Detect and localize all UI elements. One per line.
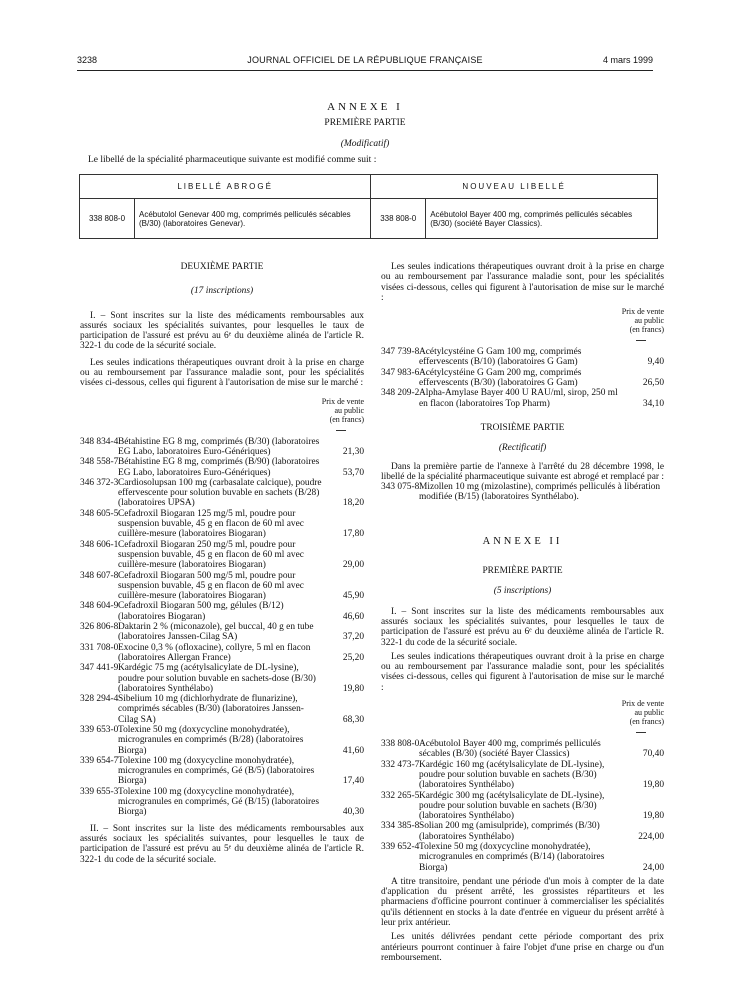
part-2-paragraph-2: Les seules indications thérapeutiques ouvrant droit à la prise en charge ou au remboursement par l'assurance maladie sont, pour les spécialités visées ci-dessous, celles qui figurent à l'autorisation de mise sur le marché : bbox=[80, 357, 364, 389]
journal-title: JOURNAL OFFICIEL DE LA RÉPUBLIQUE FRANÇAISE bbox=[247, 55, 483, 65]
price-header-line: au public bbox=[334, 405, 364, 415]
table-cell-right-text: Acébutolol Bayer 400 mg, comprimés pelliculés sécables (B/30) (société Bayer Classics). bbox=[426, 199, 658, 239]
list-item bbox=[80, 457, 364, 478]
list-item bbox=[80, 643, 364, 664]
annexe-2-part-title: PREMIÈRE PARTIE bbox=[482, 566, 563, 577]
annexe-1-note: (Modificatif) bbox=[340, 139, 390, 149]
table-cell-left-text: Acébutolol Genevar 400 mg, comprimés pelliculés sécables (B/30) (laboratoires Genevar). bbox=[135, 199, 371, 239]
entry-code: 328 294-4 bbox=[80, 694, 119, 705]
entry-code: 346 372-3 bbox=[80, 477, 119, 488]
table-cell-left-code: 338 808-0 bbox=[80, 199, 135, 239]
part-2-title: DEUXIÈME PARTIE bbox=[180, 262, 264, 272]
right-column bbox=[381, 262, 664, 963]
entries-list bbox=[80, 437, 364, 818]
list-item bbox=[381, 482, 664, 503]
list-item bbox=[381, 739, 664, 760]
entry-price: 224,00 bbox=[638, 831, 664, 842]
entry-code: 348 209-2 bbox=[381, 388, 420, 399]
table-cell-right-code: 338 808-0 bbox=[371, 199, 426, 239]
entry-price: 41,60 bbox=[342, 745, 364, 756]
entry-description: Sibelium 10 mg (dichlorhydrate de flunarizine), comprimés sécables (B/30) (laboratoires Janssen-Cilag SA) bbox=[118, 694, 304, 725]
entry-price: 26,50 bbox=[642, 378, 664, 389]
part-3-title: TROISIÈME PARTIE bbox=[480, 422, 565, 433]
entry-price: 34,10 bbox=[642, 398, 664, 409]
list-item bbox=[381, 368, 664, 389]
price-header-line: Prix de vente bbox=[621, 307, 664, 317]
annexe-2-title: ANNEXE II bbox=[482, 536, 563, 548]
price-header bbox=[381, 307, 664, 343]
page-header bbox=[77, 55, 653, 69]
part-2-paragraph-1: I. – Sont inscrites sur la liste des médicaments remboursables aux assurés sociaux les spécialités suivantes, pour lesquelles le taux de participation de l'assuré est prévu au 6ᵉ du deuxième alinéa de l'article R. 322-1 du code de la sécurité sociale. bbox=[80, 310, 364, 352]
entry-description: Cefadroxil Biogaran 500 mg/5 ml, poudre pour suspension buvable, 45 g en flacon de 60 ml avec cuillère-mesure (laboratoires Biogaran) bbox=[118, 570, 304, 602]
part-2-subtitle: (17 inscriptions) bbox=[190, 286, 254, 297]
entry-price: 70,40 bbox=[642, 749, 664, 760]
entry-price: 68,30 bbox=[342, 714, 364, 725]
entry-description: Cefadroxil Biogaran 125 mg/5 ml, poudre pour suspension buvable, 45 g en flacon de 60 ml avec cuillère-mesure (laboratoires Biogaran) bbox=[118, 508, 304, 540]
entry-description: Acétylcystéine G Gam 200 mg, comprimés effervescents (B/30) (laboratoires G Gam) bbox=[419, 367, 582, 389]
entry-price: 19,80 bbox=[342, 683, 364, 694]
entry-code: 348 604-9 bbox=[80, 601, 119, 612]
annexe-2-subtitle: (5 inscriptions) bbox=[493, 586, 552, 597]
entry-description: Cefadroxil Biogaran 250 mg/5 ml, poudre pour suspension buvable, 45 g en flacon de 60 ml avec cuillère-mesure (laboratoires Biogaran) bbox=[118, 539, 304, 571]
entry-code: 339 655-3 bbox=[80, 786, 119, 797]
annexe-1-part-title: PREMIÈRE PARTIE bbox=[324, 118, 406, 128]
header-rule bbox=[77, 70, 653, 71]
part-3-paragraph: Dans la première partie de l'annexe à l'arrêté du 28 décembre 1998, le libellé de la spécialité pharmaceutique suivante est abrogé et remplacé par : bbox=[381, 461, 664, 482]
price-header-line: Prix de vente bbox=[321, 396, 364, 406]
price-header-line: au public bbox=[634, 708, 664, 718]
entry-description: Bétahistine EG 8 mg, comprimés (B/90) (laboratoires EG Labo, laboratoires Euro-Génériques) bbox=[118, 457, 320, 478]
entry-price: 9,40 bbox=[647, 357, 664, 368]
entries-list bbox=[381, 347, 664, 409]
entry-price: 19,80 bbox=[642, 780, 664, 791]
annexe-1-intro: Le libellé de la spécialité pharmaceutique suivante est modifié comme suit : bbox=[88, 155, 377, 165]
price-header-line: (en francs) bbox=[629, 325, 664, 335]
entry-code: 338 808-0 bbox=[381, 739, 420, 750]
entry-code: 331 708-0 bbox=[80, 642, 119, 653]
entry-description: Tolexine 100 mg (doxycycline monohydratée), microgranules en comprimés, Gé (B/5) (laboratoires Biorga) bbox=[118, 755, 315, 787]
entry-code: 339 653-0 bbox=[80, 724, 119, 735]
entry-price: 29,00 bbox=[342, 560, 364, 571]
entry-code: 334 385-8 bbox=[381, 821, 420, 832]
price-header bbox=[80, 397, 364, 433]
entry-code: 339 654-7 bbox=[80, 755, 119, 766]
entry-code: 347 983-6 bbox=[381, 367, 420, 378]
list-item bbox=[80, 787, 364, 818]
entry-price: 17,80 bbox=[342, 529, 364, 540]
entry-description: Solian 200 mg (amisulpride), comprimés (B/30) (laboratoires Synthélabo) bbox=[419, 821, 600, 842]
issue-date: 4 mars 1999 bbox=[602, 55, 653, 65]
entry-code: 348 558-7 bbox=[80, 457, 119, 468]
list-item bbox=[381, 821, 664, 842]
list-item bbox=[80, 571, 364, 602]
entry-code: 347 441-9 bbox=[80, 663, 119, 674]
entry-price: 17,40 bbox=[342, 776, 364, 787]
entry-price: 53,70 bbox=[342, 467, 364, 478]
entry-code: 348 607-8 bbox=[80, 570, 119, 581]
list-item bbox=[80, 540, 364, 571]
entry-description: Acébutolol Bayer 400 mg, comprimés pelliculés sécables (B/30) (société Bayer Classics) bbox=[419, 739, 601, 760]
entry-description: Kardégic 75 mg (acétylsalicylate de DL-lysine), poudre pour solution buvable en sachets-dose (B/30) (laboratoires Synthélabo) bbox=[118, 663, 316, 694]
entry-price: 18,20 bbox=[342, 498, 364, 509]
entry-description: Alpha-Amylase Bayer 400 U RAU/ml, sirop, 250 ml en flacon (laboratoires Top Pharm) bbox=[419, 388, 618, 409]
price-header-line: Prix de vente bbox=[621, 699, 664, 709]
libelle-table bbox=[79, 174, 658, 239]
list-item bbox=[80, 437, 364, 458]
entry-price: 37,20 bbox=[342, 632, 364, 643]
part-2-paragraph-3: II. – Sont inscrites sur la liste des médicaments remboursables aux assurés sociaux les spécialités suivantes, pour lesquelles le taux de participation de l'assuré est prévu au 5ᵉ du deuxième alinéa de l'article R. 322-1 du code de la sécurité sociale. bbox=[80, 823, 364, 865]
entry-description: Cardiosolupsan 100 mg (carbasalate calcique), poudre effervescente pour solution buvable en sachets (B/28) (laboratoires UPSA) bbox=[118, 477, 322, 509]
entry-code: 339 652-4 bbox=[381, 841, 420, 852]
price-header bbox=[381, 699, 664, 735]
entry-description: Mizollen 10 mg (mizolastine), comprimés pelliculés à libération modifiée (B/15) (laboratoires Synthélabo). bbox=[419, 482, 661, 503]
list-item bbox=[381, 760, 664, 791]
page-number: 3238 bbox=[77, 55, 98, 65]
entry-price: 25,20 bbox=[342, 652, 364, 663]
annexe-2-paragraph-4: Les unités délivrées pendant cette période comportant des prix antérieurs pourront continuer à faire l'objet d'une prise en charge ou d'un remboursement. bbox=[381, 932, 664, 963]
entry-description: Tolexine 50 mg (doxycycline monohydratée), microgranules en comprimés (B/28) (laboratoires Biorga) bbox=[118, 724, 304, 756]
entry-code: 343 075-8 bbox=[381, 482, 420, 493]
annexe-2-paragraph-2: Les seules indications thérapeutiques ouvrant droit à la prise en charge ou au remboursement par l'assurance maladie sont, pour les spécialités visées ci-dessous, celles qui figurent à l'autorisation de mise sur le marché : bbox=[381, 651, 664, 693]
entry-price: 24,00 bbox=[642, 862, 664, 873]
entry-description: Tolexine 50 mg (doxycycline monohydratée), microgranules en comprimés (B/14) (laboratoires Biorga) bbox=[419, 841, 605, 873]
entry-code: 326 806-8 bbox=[80, 622, 119, 633]
list-item bbox=[80, 509, 364, 540]
entry-code: 348 605-5 bbox=[80, 508, 119, 519]
list-item bbox=[80, 663, 364, 694]
entry-description: Cefadroxil Biogaran 500 mg, gélules (B/12) (laboratoires Biogaran) bbox=[118, 601, 284, 622]
price-header-line: au public bbox=[634, 316, 664, 326]
entry-price: 21,30 bbox=[342, 446, 364, 457]
entry-price: 45,90 bbox=[342, 591, 364, 602]
list-item bbox=[80, 478, 364, 509]
entry-description: Daktarin 2 % (miconazole), gel buccal, 40 g en tube (laboratoires Janssen-Cilag SA) bbox=[118, 622, 314, 643]
left-column bbox=[80, 262, 364, 865]
entry-description: Kardégic 300 mg (acétylsalicylate de DL-lysine), poudre pour solution buvable en sachets (B/30) (laboratoires Synthélabo) bbox=[419, 790, 605, 822]
entry-description: Bétahistine EG 8 mg, comprimés (B/30) (laboratoires EG Labo, laboratoires Euro-Génériques) bbox=[118, 436, 320, 457]
entries-list bbox=[381, 739, 664, 873]
entry-code: 348 606-1 bbox=[80, 539, 119, 550]
entry-description: Acétylcystéine G Gam 100 mg, comprimés effervescents (B/10) (laboratoires G Gam) bbox=[419, 347, 582, 368]
list-item bbox=[80, 694, 364, 725]
table-header-abroge: LIBELLÉ ABROGÉ bbox=[80, 175, 371, 199]
table-header-nouveau: NOUVEAU LIBELLÉ bbox=[371, 175, 658, 199]
entry-price: 46,60 bbox=[342, 611, 364, 622]
list-item bbox=[80, 725, 364, 756]
entry-code: 347 739-8 bbox=[381, 347, 420, 358]
list-item bbox=[80, 601, 364, 622]
part-2-paragraph-4: Les seules indications thérapeutiques ouvrant droit à la prise en charge ou au remboursement par l'assurance maladie sont, pour les spécialités visées ci-dessous, celles qui figurent à l'autorisation de mise sur le marché : bbox=[381, 262, 664, 303]
entry-code: 332 473-7 bbox=[381, 759, 420, 770]
list-item bbox=[80, 756, 364, 787]
list-item bbox=[80, 622, 364, 643]
entry-description: Exocine 0,3 % (ofloxacine), collyre, 5 ml en flacon (laboratoires Allergan France) bbox=[118, 642, 311, 663]
annexe-2-paragraph-3: A titre transitoire, pendant une période d'un mois à compter de la date d'application du présent arrêté, les grossistes répartiteurs et les pharmaciens d'officine pourront continuer à commercialiser les spécialités qu'ils détiennent en stocks à la date d'entrée en vigueur du présent arrêté à leur prix antérieur. bbox=[381, 876, 664, 929]
entry-code: 332 265-5 bbox=[381, 790, 420, 801]
price-header-line: (en francs) bbox=[329, 414, 364, 424]
list-item bbox=[381, 791, 664, 822]
entry-price: 19,80 bbox=[642, 811, 664, 822]
list-item bbox=[381, 347, 664, 368]
part-3-note: (Rectificatif) bbox=[498, 443, 547, 454]
entry-price: 40,30 bbox=[342, 807, 364, 818]
annexe-1-title: ANNEXE I bbox=[327, 101, 403, 113]
entry-code: 348 834-4 bbox=[80, 436, 119, 447]
annexe-2-paragraph-1: I. – Sont inscrites sur la liste des médicaments remboursables aux assurés sociaux les spécialités suivantes, pour lesquelles le taux de participation de l'assuré est prévu au 6ᵉ du deuxième alinéa de l'article R. 322-1 du code de la sécurité sociale. bbox=[381, 606, 664, 648]
list-item bbox=[381, 842, 664, 873]
entry-description: Tolexine 100 mg (doxycycline monohydratée), microgranules en comprimés, Gé (B/15) (laboratoires Biorga) bbox=[118, 786, 319, 818]
list-item bbox=[381, 388, 664, 409]
price-header-line: (en francs) bbox=[629, 717, 664, 727]
entry-description: Kardégic 160 mg (acétylsalicylate de DL-lysine), poudre pour solution buvable en sachets (B/30) (laboratoires Synthélabo) bbox=[419, 759, 605, 791]
